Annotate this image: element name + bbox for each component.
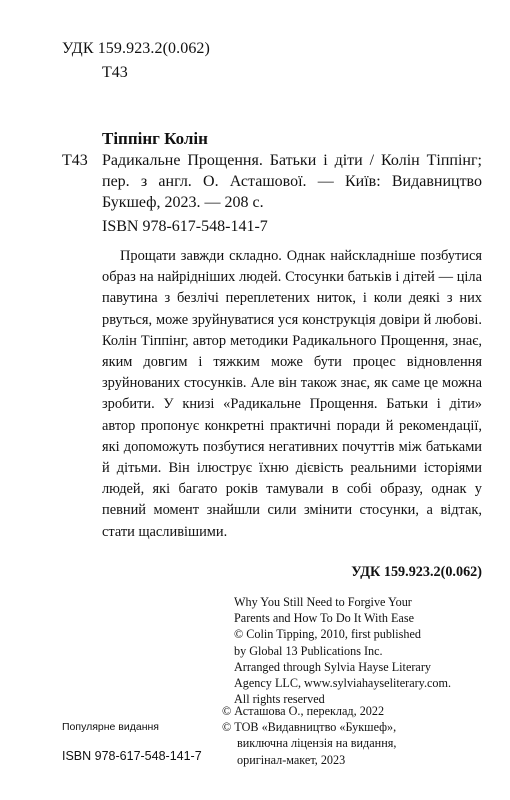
annotation-text: Прощати завжди складно. Однак найскладніше позбутися образ на найрідніших людей. Стосунки батьків і дітей — ціла павутина з безлічі переплетених ниток, і коли деякі з них рвуться, може зруйнуватися уся конструкція довіри й любові. Колін Тіппінг, автор методики Радикального Прощення, знає, яким довгим і тяжким може бути процес відновлення зруйнованих стосунків. Але він також знає, як саме це можна зробити. У книзі «Радикальне Прощення. Батьки і діти» автор пропонує конкретні практичні поради й рекомендації, які допоможуть позбутися негативних почуттів між батьками й дітьми. Він ілюструє їхню дієвість реальними історіями людей, які багато років тамували в собі образу, однак у певний момент знайшли сили змінити стосунки, а відтак, стати щасливішими. — [102, 248, 482, 540]
publisher-copyright-line: виключна ліцензія на видання, — [237, 736, 397, 751]
translation-copyright: © Асташова О., переклад, 2022 — [222, 704, 385, 718]
udk-code-top: УДК 159.923.2(0.062) — [62, 40, 210, 57]
copyright-block — [222, 703, 482, 768]
original-line: All rights reserved — [234, 692, 325, 707]
original-edition-block — [234, 594, 484, 707]
original-line: Arranged through Sylvia Hayse Literary — [234, 659, 431, 674]
udk-code-bottom: УДК 159.923.2(0.062) — [351, 564, 482, 580]
author-name: Тіппінг Колін — [102, 129, 208, 148]
isbn: ISBN 978-617-548-141-7 — [102, 218, 268, 235]
author-mark-top: Т43 — [102, 64, 128, 81]
publisher-copyright-line: оригінал-макет, 2023 — [237, 752, 346, 767]
original-line: by Global 13 Publications Inc. — [234, 643, 383, 658]
series-label: Популярне видання — [62, 721, 159, 733]
isbn-bottom: ISBN 978-617-548-141-7 — [62, 749, 202, 763]
original-line: © Colin Tipping, 2010, first published — [234, 627, 422, 642]
original-line: Agency LLC, www.sylviahayseliterary.com. — [234, 676, 452, 691]
author-mark: Т43 — [62, 152, 88, 169]
bibliographic-description: Радикальне Прощення. Батьки і діти / Колін Тіппінг; пер. з англ. О. Асташової. — Київ: Видавництво Букшеф, 2023. — 208 с. — [102, 152, 482, 211]
original-line: Parents and How To Do It With Ease — [234, 611, 414, 626]
publisher-copyright-line: © ТОВ «Видавництво «Букшеф», — [222, 720, 397, 735]
original-line: Why You Still Need to Forgive Your — [234, 595, 412, 609]
